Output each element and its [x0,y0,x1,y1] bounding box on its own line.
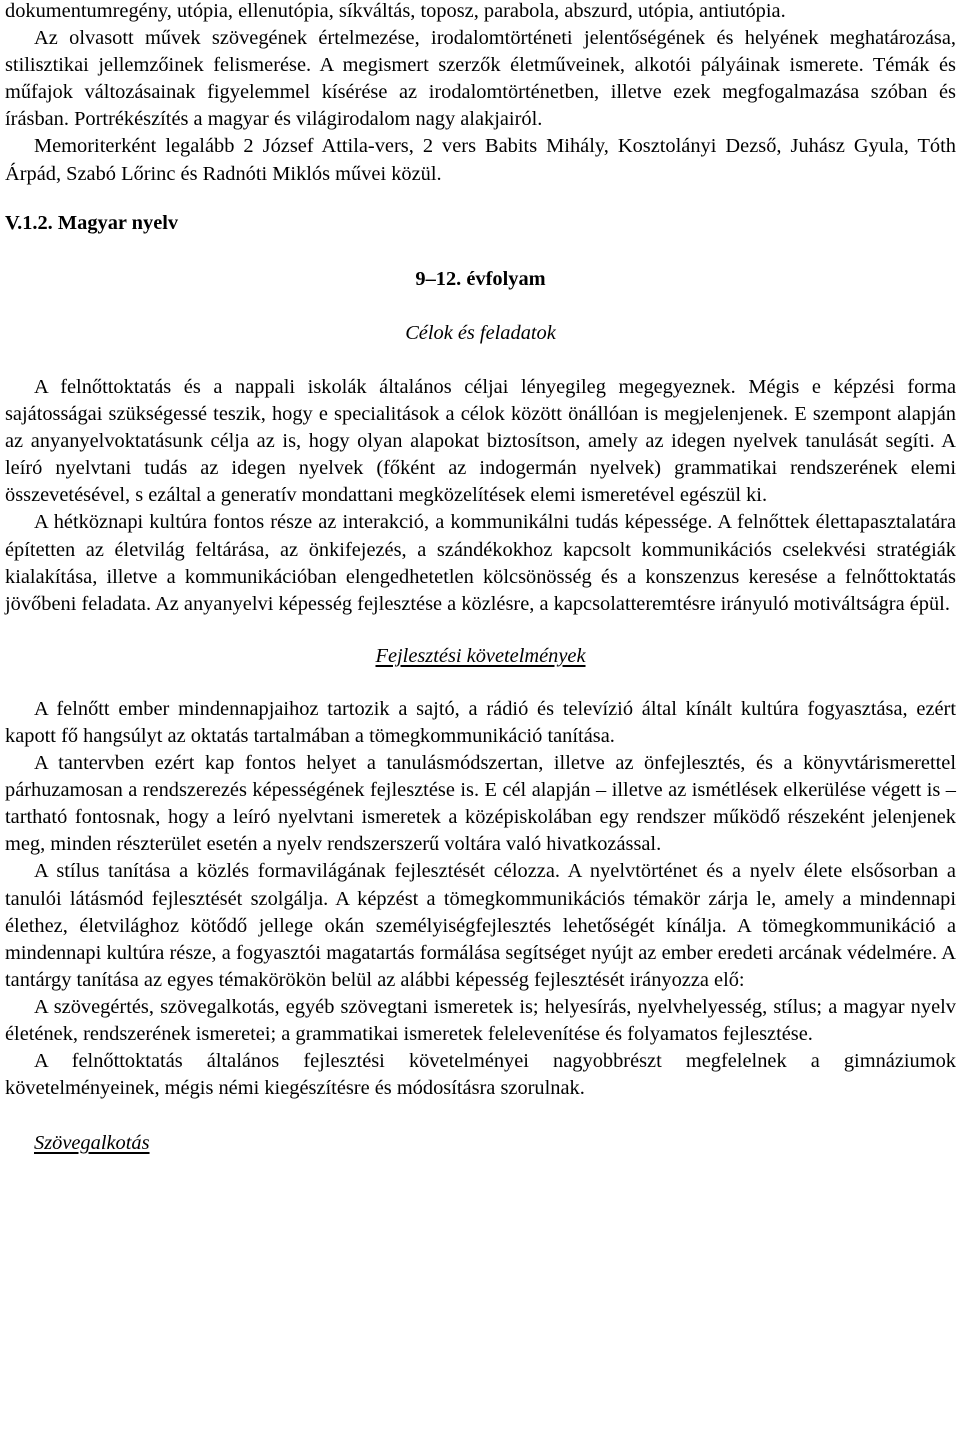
paragraph-literature-goals: Az olvasott művek szövegének értelmezése, irodalomtörténeti jelentőségének és helyének meghatározása, stilisztikai jellemzőinek felismerése. A megismert szerzők életműveinek, alkotói pályáinak ismerete. Témák és műfajok változásainak figyelemmel kísérése az irodalomtörténetben, illetve ezek megfogalmazása szóban és írásban. Portrékészítés a magyar és világirodalom nagy alakjairól. [5,27,956,131]
requirements-subtitle: Fejlesztési követelmények [375,644,586,667]
goals-subtitle: Célok és feladatok [405,321,556,344]
paragraph-goals-2: A hétköznapi kultúra fontos része az interakció, a kommunikálni tudás képessége. A felnőttek élettapasztalatára építetten az életvilág feltárása, az önkifejezés, a szándékokhoz kapcsolt kommunikációs cselekvési stratégiák kialakítása, illetve a kommunikációban elengedhetetlen kölcsönösség és a konszenzus keresése a felnőttoktatás jövőbeni feladata. Az anyanyelvi képesség fejlesztése a közlésre, a kapcsolatteremtésre irányuló motiváltságra épül. [5,511,956,615]
paragraph-requirements-2: A tantervben ezért kap fontos helyet a tanulásmódszertan, illetve az önfejlesztés, és a könyvtárismerettel párhuzamosan a rendszerezés képességének fejlesztése is. E cél alapján – illetve az ismétlések elkerülése végett is – tartható fontosnak, hogy a leíró nyelvtani ismeretek a középiskolában egy rendszer működő részeként jelenjenek meg, minden részterület esetén a nyelv rendszerszerű voltára való hivatkozással. [5,752,956,856]
paragraph-requirements-1: A felnőtt ember mindennapjaihoz tartozik a sajtó, a rádió és televízió által kínált kultúra fogyasztása, ezért kapott fő hangsúlyt az oktatás tartalmában a tömegkommunikáció tanítása. [5,697,956,747]
paragraph-terms-continuation: dokumentumregény, utópia, ellenutópia, síkváltás, toposz, parabola, abszurd, utópia, antiutópia. [5,0,786,22]
paragraph-memorization: Memoriterként legalább 2 József Attila-vers, 2 vers Babits Mihály, Kosztolányi Dezső, Juhász Gyula, Tóth Árpád, Szabó Lőrinc és Radnóti Miklós művei közül. [5,135,956,185]
grade-heading: 9–12. évfolyam [415,267,546,290]
paragraph-requirements-3: A stílus tanítása a közlés formavilágának fejlesztését célozza. A nyelvtörténet és a nyelv élete elsősorban a tanulói látásmód fejlesztését szolgálja. A képzést a tömegkommunikációs témakör zárja le, amely a mindennapi élethez, életvilághoz kötődő jellege okán személyiségfejlesztés lehetőségét kínálja. A tömegkommunikáció a mindennapi kultúra része, a fogyasztói magatartás formálása segítséget nyújt az ember eredeti arcának védelmére. A tantárgy tanítása az egyes témakörökön belül az alábbi képesség fejlesztését irányozza elő: [5,860,956,991]
section-title: V.1.2. Magyar nyelv [5,211,179,234]
paragraph-requirements-4: A szövegértés, szövegalkotás, egyéb szövegtani ismeretek is; helyesírás, nyelvhelyesség, stílus; a magyar nyelv életének, rendszerének ismeretei; a grammatikai ismeretek felelevenítése és folyamatos fejlesztése. [5,995,956,1045]
text-composition-heading: Szövegalkotás [34,1132,150,1155]
paragraph-requirements-5: A felnőttoktatás általános fejlesztési követelményei nagyobbrészt megfelelnek a gimnáziumok követelményeinek, mégis némi kiegészítésre és módosításra szorulnak. [5,1050,956,1100]
paragraph-goals-1: A felnőttoktatás és a nappali iskolák általános céljai lényegileg megegyeznek. Mégis e képzési forma sajátosságai szükségessé teszik, hogy e specialitások a célok között önállóan is megjelenjenek. E szempont alapján az anyanyelvoktatásunk célja az is, hogy olyan alapokat biztosítson, amely az idegen nyelvek tanulását segíti. A leíró nyelvtani tudás az idegen nyelvek (főként az indogermán nyelvek) grammatikai rendszerének elemi összevetésével, s ezáltal a generatív mondattani megközelítések elemi ismeretével egészül ki. [5,375,956,507]
